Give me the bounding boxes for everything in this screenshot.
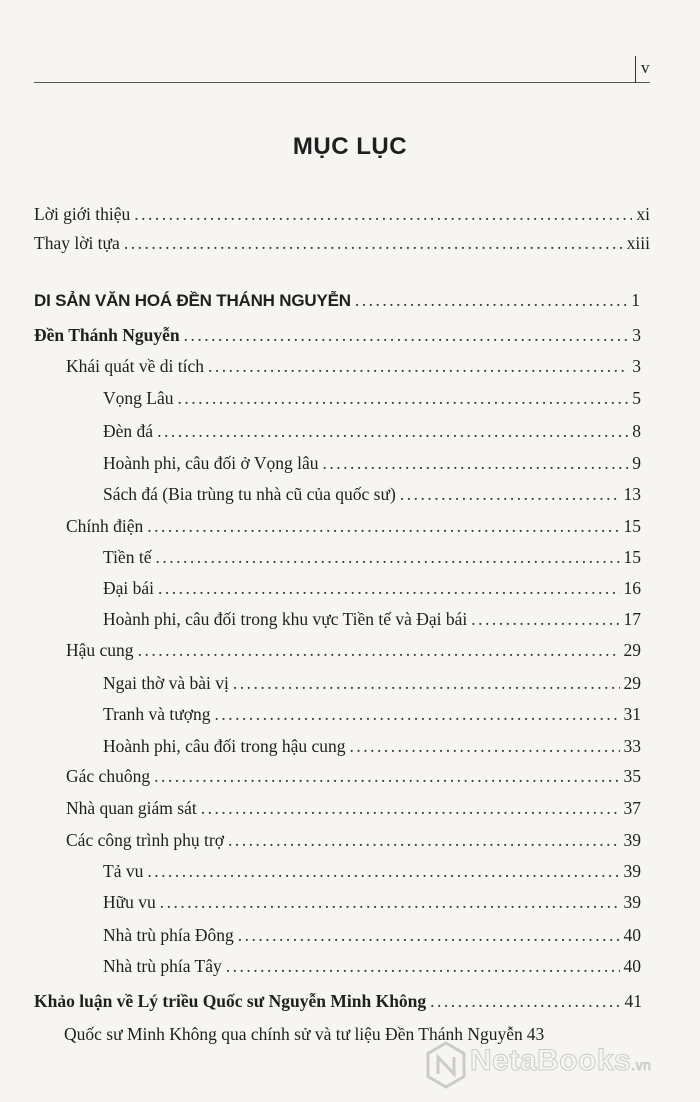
toc-entry-page: 9 <box>632 453 641 473</box>
page-number: v <box>641 58 650 77</box>
dot-leader <box>323 450 629 476</box>
toc-entry-page: 39 <box>623 861 641 881</box>
toc-entry-label: Vọng Lâu <box>103 388 174 408</box>
dot-leader <box>350 733 620 759</box>
toc-entry-label: Các công trình phụ trợ <box>66 830 224 850</box>
toc-entry-page: 41 <box>624 991 642 1011</box>
dot-leader <box>355 287 627 313</box>
toc-entry-label: Chính điện <box>66 516 144 536</box>
toc-entry-page: 15 <box>623 547 641 567</box>
dot-leader <box>147 858 619 884</box>
toc-part-di-san-van-hoa[interactable] <box>34 287 640 313</box>
toc-entry-page: 13 <box>623 484 641 504</box>
toc-chapter-den-thanh-nguyen[interactable] <box>34 322 641 348</box>
toc-entry-page: 31 <box>623 704 641 724</box>
toc-entry-label: Hoành phi, câu đối trong khu vực Tiền tế và Đại bái <box>103 609 468 629</box>
toc-entry-page: 3 <box>632 356 641 376</box>
toc-entry-page: 3 <box>632 325 641 345</box>
toc-entry-page: 39 <box>623 892 641 912</box>
toc-subsection-den-da[interactable] <box>103 418 641 444</box>
netabooks-watermark <box>424 1040 694 1090</box>
toc-entry-page: 16 <box>623 578 641 598</box>
toc-subsection-ngai-tho[interactable] <box>103 670 641 696</box>
toc-entry-page: 37 <box>623 798 641 818</box>
toc-entry-page: 29 <box>623 673 641 693</box>
toc-section-gac-chuong[interactable] <box>66 763 641 789</box>
dot-leader <box>233 670 620 696</box>
toc-entry-page: xiii <box>626 233 650 253</box>
toc-entry-page: 8 <box>632 421 641 441</box>
toc-entry-label: Nhà quan giám sát <box>66 798 197 818</box>
dot-leader <box>208 353 628 379</box>
toc-entry-label: Quốc sư Minh Không qua chính sử và tư liệu Đền Thánh Nguyễn <box>64 1024 523 1044</box>
toc-entry-label: Tả vu <box>103 861 144 881</box>
dot-leader <box>184 322 629 348</box>
dot-leader <box>138 637 620 663</box>
dot-leader <box>155 544 619 570</box>
toc-subsection-nha-tru-tay[interactable] <box>103 953 641 979</box>
dot-leader <box>400 481 620 507</box>
toc-subsection-hoanh-phi-vong-lau[interactable] <box>103 450 641 476</box>
toc-subsection-hoanh-phi-hau-cung[interactable] <box>103 733 641 759</box>
toc-subsection-nha-tru-dong[interactable] <box>103 922 641 948</box>
toc-entry-page: 39 <box>623 830 641 850</box>
toc-subsection-vong-lau[interactable] <box>103 385 641 411</box>
toc-entry-label: Nhà trù phía Đông <box>103 925 234 945</box>
watermark-brand: NetaBooks.vn <box>470 1044 652 1077</box>
dot-leader <box>147 513 619 539</box>
dot-leader <box>158 575 619 601</box>
dot-leader <box>160 889 620 915</box>
toc-entry-label: Tiền tế <box>103 547 152 567</box>
dot-leader <box>215 701 620 727</box>
toc-chapter-khao-luan[interactable] <box>34 988 642 1014</box>
toc-entry-label: Gác chuông <box>66 766 151 786</box>
toc-section-chinh-dien[interactable] <box>66 513 641 539</box>
toc-subsection-sach-da[interactable] <box>103 481 641 507</box>
dot-leader <box>124 230 623 256</box>
toc-entry-label: DI SẢN VĂN HOÁ ĐỀN THÁNH NGUYỄN <box>34 291 351 310</box>
toc-title: MỤC LỤC <box>292 133 408 160</box>
toc-entry-label: Đền Thánh Nguyễn <box>34 325 180 345</box>
dot-leader <box>134 201 632 227</box>
dot-leader <box>228 827 620 853</box>
toc-entry-label: Khảo luận về Lý triều Quốc sư Nguyễn Minh Không <box>34 991 427 1011</box>
dot-leader <box>154 763 619 789</box>
toc-entry-label: Thay lời tựa <box>34 233 120 253</box>
dot-leader <box>238 922 620 948</box>
toc-subsection-tranh-tuong[interactable] <box>103 701 641 727</box>
toc-subsection-dai-bai[interactable] <box>103 575 641 601</box>
toc-subsection-huu-vu[interactable] <box>103 889 641 915</box>
dot-leader <box>430 988 620 1014</box>
toc-entry-page: 17 <box>623 609 641 629</box>
toc-entry-label: Lời giới thiệu <box>34 204 131 224</box>
toc-entry-label: Ngai thờ và bài vị <box>103 673 229 693</box>
toc-entry-page: 5 <box>632 388 641 408</box>
toc-entry-page: 29 <box>623 640 641 660</box>
dot-leader <box>157 418 628 444</box>
toc-entry-label: Hữu vu <box>103 892 156 912</box>
toc-section-nha-quan-giam-sat[interactable] <box>66 795 641 821</box>
toc-entry-label: Tranh và tượng <box>103 704 211 724</box>
toc-entry-page: xi <box>636 204 650 224</box>
toc-entry-label: Đại bái <box>103 578 155 598</box>
toc-entry-page: 40 <box>623 956 641 976</box>
toc-section-cong-trinh-phu-tro[interactable] <box>66 827 641 853</box>
dot-leader <box>177 385 628 411</box>
toc-entry-label: Khái quát về di tích <box>66 356 205 376</box>
toc-section-khai-quat[interactable] <box>66 353 641 379</box>
dot-leader <box>471 606 619 632</box>
toc-entry-page: 35 <box>623 766 641 786</box>
toc-entry-label: Hậu cung <box>66 640 134 660</box>
toc-entry-loi-gioi-thieu[interactable] <box>34 201 650 227</box>
toc-entry-page: 43 <box>526 1024 545 1044</box>
toc-subsection-ta-vu[interactable] <box>103 858 641 884</box>
toc-entry-page: 15 <box>623 516 641 536</box>
toc-entry-label: Hoành phi, câu đối trong hậu cung <box>103 736 346 756</box>
neta-hexagon-logo-icon <box>424 1040 468 1090</box>
toc-subsection-hoanh-phi-tien-te[interactable] <box>103 606 641 632</box>
toc-subsection-tien-te[interactable] <box>103 544 641 570</box>
toc-section-hau-cung[interactable] <box>66 637 641 663</box>
toc-entry-page: 40 <box>623 925 641 945</box>
dot-leader <box>201 795 620 821</box>
dot-leader <box>226 953 620 979</box>
toc-entry-label: Sách đá (Bia trùng tu nhà cũ của quốc sư) <box>103 484 396 504</box>
toc-entry-page: 1 <box>631 290 640 310</box>
toc-entry-label: Đèn đá <box>103 421 154 441</box>
toc-entry-label: Nhà trù phía Tây <box>103 956 222 976</box>
toc-entry-label: Hoành phi, câu đối ở Vọng lâu <box>103 453 319 473</box>
toc-entry-page: 33 <box>623 736 641 756</box>
toc-entry-thay-loi-tua[interactable] <box>34 230 650 256</box>
